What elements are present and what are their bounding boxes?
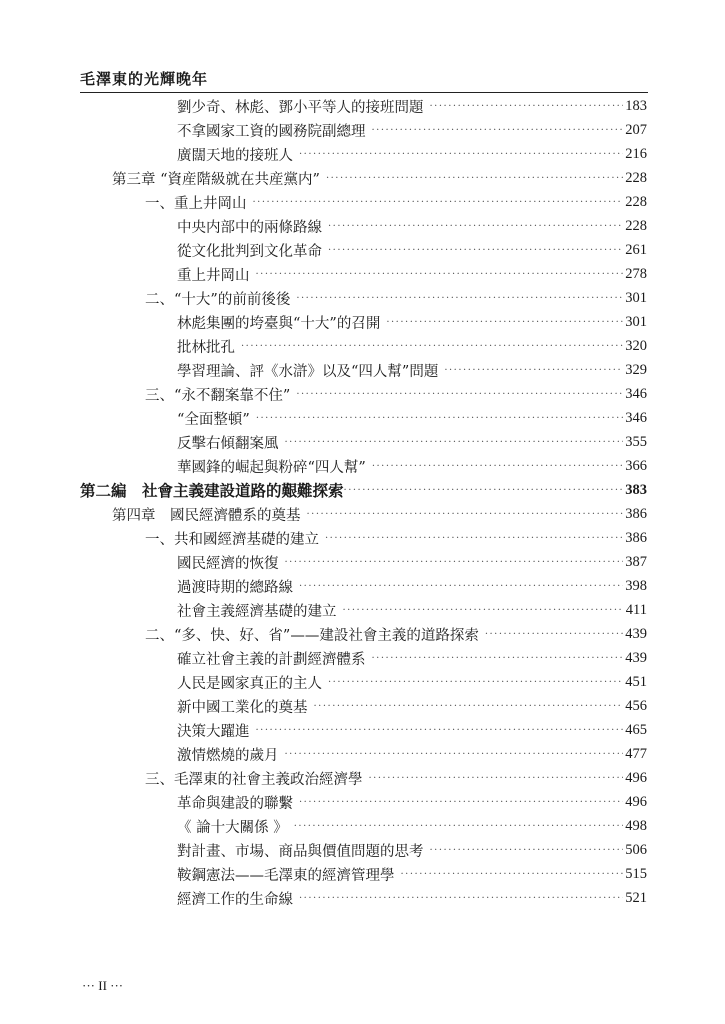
toc-entry-title: 新中國工業化的奠基	[177, 699, 308, 716]
toc-entry	[177, 862, 647, 886]
leader-dots	[372, 125, 624, 136]
toc-entry	[177, 118, 647, 142]
leader-dots	[343, 605, 624, 616]
toc-entry-page: 278	[625, 265, 647, 282]
leader-dots	[256, 269, 624, 280]
leader-dots	[256, 725, 624, 736]
toc-entry-page: 183	[625, 97, 647, 114]
toc-entry-title: 激情燃燒的歲月	[177, 747, 279, 764]
leader-dots	[314, 701, 624, 712]
toc-entry-page: 498	[625, 817, 647, 834]
toc-entry-page: 383	[625, 481, 647, 498]
toc-entry	[177, 262, 647, 286]
leader-dots	[328, 677, 623, 688]
leader-dots	[296, 389, 623, 400]
leader-dots	[307, 509, 624, 520]
toc-entry-title: 中央内部中的兩條路線	[177, 219, 322, 236]
leader-dots	[328, 221, 623, 232]
toc-entry-title: 二、“十大”的前前後後	[145, 291, 291, 308]
leader-dots	[325, 533, 623, 544]
toc-section	[145, 622, 647, 646]
toc-entry-page: 346	[625, 385, 647, 402]
leader-dots	[294, 821, 624, 832]
toc-entry-page: 366	[625, 457, 647, 474]
leader-dots	[285, 437, 624, 448]
toc-entry-page: 496	[625, 769, 647, 786]
toc-chapter	[112, 502, 647, 526]
toc-entry	[177, 790, 647, 814]
toc-entry-page: 496	[625, 793, 647, 810]
toc-entry-title: 對計畫、市場、商品與價值問題的思考	[177, 843, 424, 860]
toc-entry	[177, 646, 647, 670]
toc-entry-title: 一、共和國經濟基礎的建立	[145, 531, 319, 548]
toc-entry-title: 反擊右傾翻案風	[177, 435, 279, 452]
toc-entry-title: 國民經濟的恢復	[177, 555, 279, 572]
leader-dots	[485, 629, 623, 640]
toc-entry-title: 三、“永不翻案靠不住”	[145, 387, 291, 404]
leader-dots	[253, 197, 624, 208]
toc-entry-page: 465	[625, 721, 647, 738]
toc-entry	[177, 670, 647, 694]
toc-entry	[177, 406, 647, 430]
toc-entry-title: 決策大躍進	[177, 723, 250, 740]
leader-dots	[299, 581, 623, 592]
toc-entry-page: 451	[625, 673, 647, 690]
toc-entry	[177, 430, 647, 454]
toc-entry	[177, 574, 647, 598]
toc-entry	[177, 358, 647, 382]
toc-entry-title: 重上井岡山	[177, 267, 250, 284]
leader-dots	[372, 461, 623, 472]
leader-dots	[285, 749, 624, 760]
toc-entry-title: 革命與建設的聯繫	[177, 795, 293, 812]
leader-dots	[372, 653, 624, 664]
toc-section	[145, 382, 647, 406]
toc-section	[145, 766, 647, 790]
toc-entry-page: 355	[625, 433, 647, 450]
leader-dots	[344, 485, 624, 496]
toc-entry-title: 華國鋒的崛起與粉碎“四人幫”	[177, 459, 366, 476]
toc-entry-page: 515	[625, 865, 647, 882]
leader-dots	[401, 869, 624, 880]
toc-entry-page: 456	[625, 697, 647, 714]
toc-entry-title: 社會主義經濟基礎的建立	[177, 603, 337, 620]
toc-entry-title: 不拿國家工資的國務院副總理	[177, 123, 366, 140]
leader-dots	[328, 245, 623, 256]
toc-entry-page: 228	[625, 217, 647, 234]
toc-entry-page: 398	[625, 577, 647, 594]
toc-entry	[177, 94, 647, 118]
toc-entry-page: 387	[625, 553, 647, 570]
toc-entry	[177, 838, 647, 862]
toc-entry-title: 批林批孔	[177, 339, 235, 356]
toc-entry-page: 320	[625, 337, 647, 354]
leader-dots	[444, 365, 623, 376]
toc-entry-page: 477	[625, 745, 647, 762]
toc-entry-page: 228	[625, 169, 647, 186]
toc-entry	[177, 142, 647, 166]
toc-entry-page: 301	[625, 313, 647, 330]
toc-entry-page: 439	[625, 649, 647, 666]
toc-entry-title: 一、重上井岡山	[145, 195, 247, 212]
leader-dots	[285, 557, 624, 568]
toc-section	[145, 526, 647, 550]
leader-dots	[430, 101, 624, 112]
toc-entry-title: 劉少奇、林彪、鄧小平等人的接班問題	[177, 99, 424, 116]
leader-dots	[241, 341, 623, 352]
header-rule	[80, 92, 648, 93]
toc-entry	[177, 310, 647, 334]
toc-entry-page: 207	[625, 121, 647, 138]
page-number: ··· II ···	[82, 978, 124, 993]
leader-dots	[326, 173, 623, 184]
toc-entry-title: 第三章 “資産階級就在共産黨内”	[112, 171, 320, 188]
toc-entry-title: 三、毛澤東的社會主義政治經濟學	[145, 771, 363, 788]
leader-dots	[430, 845, 624, 856]
toc-entry-title: 學習理論、評《水滸》以及“四人幫”問題	[177, 363, 439, 380]
toc-entry	[177, 886, 647, 910]
toc-entry	[177, 718, 647, 742]
running-header: 毛澤東的光輝晚年	[80, 70, 209, 88]
toc-entry-page: 411	[625, 601, 647, 618]
toc-entry	[177, 334, 647, 358]
toc-entry	[177, 238, 647, 262]
toc-entry-title: 鞍鋼憲法——毛澤東的經濟管理學	[177, 867, 395, 884]
toc-part	[80, 478, 647, 502]
leader-dots	[299, 149, 623, 160]
toc-entry-title: 經濟工作的生命線	[177, 891, 293, 908]
toc-entry-page: 216	[625, 145, 647, 162]
toc-entry	[177, 214, 647, 238]
toc-section	[145, 286, 647, 310]
toc-entry-page: 301	[625, 289, 647, 306]
leader-dots	[296, 293, 623, 304]
toc-entry-page: 506	[625, 841, 647, 858]
toc-chapter	[112, 166, 647, 190]
toc-entry-page: 521	[625, 889, 647, 906]
toc-entry	[177, 694, 647, 718]
toc-entry-page: 228	[625, 193, 647, 210]
toc-entry	[177, 742, 647, 766]
toc-entry	[177, 550, 647, 574]
toc-entry-title: “全面整頓”	[177, 411, 250, 428]
toc-entry	[177, 814, 647, 838]
toc-entry-title: 第二編 社會主義建設道路的艱難探索	[80, 481, 344, 500]
toc-section	[145, 190, 647, 214]
toc-entry	[177, 454, 647, 478]
toc-entry	[177, 598, 647, 622]
toc-entry-page: 329	[625, 361, 647, 378]
leader-dots	[386, 317, 623, 328]
leader-dots	[256, 413, 623, 424]
toc-entry-page: 439	[625, 625, 647, 642]
leader-dots	[369, 773, 624, 784]
toc-entry-page: 346	[625, 409, 647, 426]
toc-entry-title: 人民是國家真正的主人	[177, 675, 322, 692]
leader-dots	[299, 893, 623, 904]
toc-entry-title: 廣闊天地的接班人	[177, 147, 293, 164]
toc-entry-title: 從文化批判到文化革命	[177, 243, 322, 260]
toc-entry-title: 林彪集團的垮臺與“十大”的召開	[177, 315, 381, 332]
toc-entry-title: 過渡時期的總路線	[177, 579, 293, 596]
leader-dots	[299, 797, 623, 808]
toc-entry-page: 386	[625, 529, 647, 546]
toc-entry-page: 261	[625, 241, 647, 258]
toc-entry-page: 386	[625, 505, 647, 522]
toc-entry-title: 確立社會主義的計劃經濟體系	[177, 651, 366, 668]
toc-entry-title: 第四章 國民經濟體系的奠基	[112, 507, 301, 524]
toc-entry-title: 《 論十大關係 》	[177, 819, 288, 836]
toc-entry-title: 二、“多、快、好、省”——建設社會主義的道路探索	[145, 627, 479, 644]
